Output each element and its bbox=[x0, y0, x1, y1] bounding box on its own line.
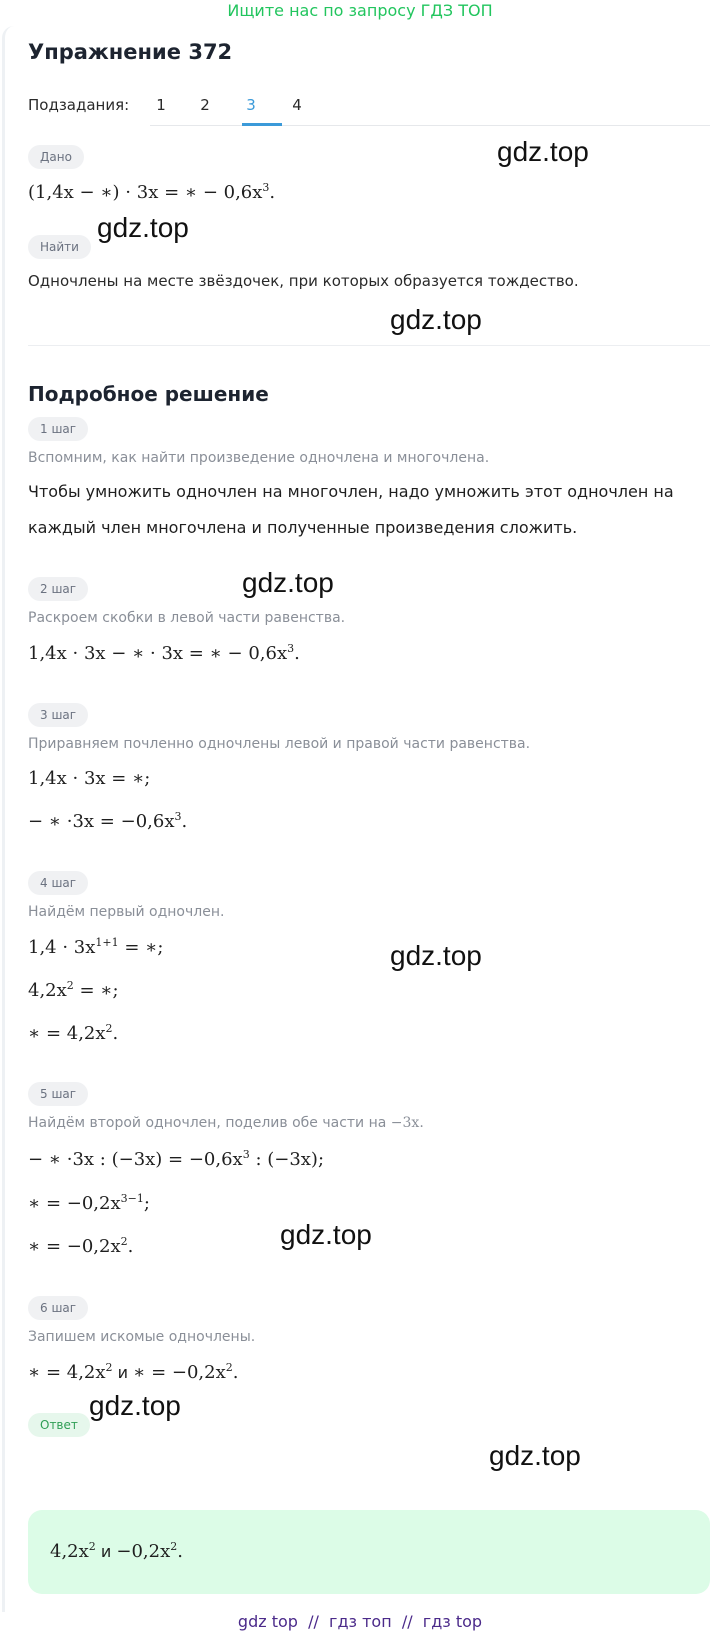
tab-4[interactable]: 4 bbox=[292, 96, 302, 114]
step-6-hint: Запишем искомые одночлены. bbox=[28, 1329, 256, 1345]
watermark: gdz.top bbox=[390, 940, 482, 971]
watermark: gdz.top bbox=[89, 1390, 181, 1421]
step-1-text-line2: каждый член многочлена и полученные произведения сложить. bbox=[28, 518, 578, 537]
watermark: gdz.top bbox=[97, 212, 189, 243]
step-4-label: 4 шаг bbox=[28, 871, 88, 895]
tabs-divider bbox=[150, 125, 710, 126]
tab-2[interactable]: 2 bbox=[200, 96, 210, 114]
footer-links[interactable]: gdz top // гдз топ // гдз top bbox=[237, 1612, 483, 1631]
step-2-formula: 1,4x · 3x − ∗ · 3x = ∗ − $0,6x^3$. bbox=[28, 642, 300, 664]
step-4-formula-1: $1,4 \cdot 3x^{1+1}$ = ∗; bbox=[28, 936, 164, 958]
step-2-hint: Раскроем скобки в левой части равенства. bbox=[28, 610, 346, 626]
step-5-hint: Найдём второй одночлен, поделив обе части на −3x. bbox=[28, 1115, 424, 1131]
step-5-label: 5 шаг bbox=[28, 1082, 88, 1106]
watermark: gdz.top bbox=[497, 136, 589, 167]
watermark: gdz.top bbox=[242, 567, 334, 598]
subtasks-label: Подзадания: bbox=[28, 96, 130, 114]
step-2-label: 2 шаг bbox=[28, 577, 88, 601]
step-5-formula-2: ∗ = $-0,2x^{3-1}$; bbox=[28, 1192, 150, 1214]
top-banner: Ищите нас по запросу ГДЗ ТОП bbox=[227, 1, 493, 20]
page-title: Упражнение 372 bbox=[28, 40, 233, 64]
step-1-label: 1 шаг bbox=[28, 417, 88, 441]
step-4-formula-2: $4,2x^2$ = ∗; bbox=[28, 979, 119, 1001]
find-text: Одночлены на месте звёздочек, при которых образуется тождество. bbox=[28, 272, 579, 290]
step-3-label: 3 шаг bbox=[28, 703, 88, 727]
step-1-hint: Вспомним, как найти произведение одночлена и многочлена. bbox=[28, 450, 490, 466]
given-label: Дано bbox=[28, 145, 84, 169]
step-4-hint: Найдём первый одночлен. bbox=[28, 904, 225, 920]
tab-3[interactable]: 3 bbox=[246, 96, 256, 114]
step-3-hint: Приравняем почленно одночлены левой и правой части равенства. bbox=[28, 736, 531, 752]
step-6-label: 6 шаг bbox=[28, 1296, 88, 1320]
solution-heading: Подробное решение bbox=[28, 382, 269, 406]
answer-label: Ответ bbox=[28, 1413, 90, 1437]
step-1-text-line1: Чтобы умножить одночлен на многочлен, надо умножить этот одночлен на bbox=[28, 482, 674, 501]
answer-formula: $4,2x^2$ $и -0,2x^2$. bbox=[50, 1540, 183, 1562]
given-formula: (1,4x − ∗) · 3x = ∗ − $0,6x^3$. bbox=[28, 181, 276, 203]
step-3-formula-1: 1,4x · 3x = ∗; bbox=[28, 768, 151, 789]
step-3-formula-2: − ∗ $\cdot 3x = -0,6x^3$. bbox=[28, 810, 188, 832]
find-label: Найти bbox=[28, 235, 91, 259]
step-6-formula: ∗ = $4,2x^2$ и ∗ = $-0,2x^2$. bbox=[28, 1361, 239, 1383]
step-4-formula-3: ∗ = $4,2x^2$. bbox=[28, 1022, 119, 1044]
section-divider bbox=[28, 345, 710, 346]
watermark: gdz.top bbox=[390, 304, 482, 335]
step-5-formula-1: − ∗ ·3x : $(-3x) = -0,6x^3$ : (−3x); bbox=[28, 1148, 325, 1170]
watermark: gdz.top bbox=[280, 1219, 372, 1250]
step-5-formula-3: ∗ = $-0,2x^2$. bbox=[28, 1235, 134, 1257]
active-tab-indicator bbox=[242, 123, 282, 126]
tab-1[interactable]: 1 bbox=[156, 96, 166, 114]
watermark: gdz.top bbox=[489, 1440, 581, 1471]
